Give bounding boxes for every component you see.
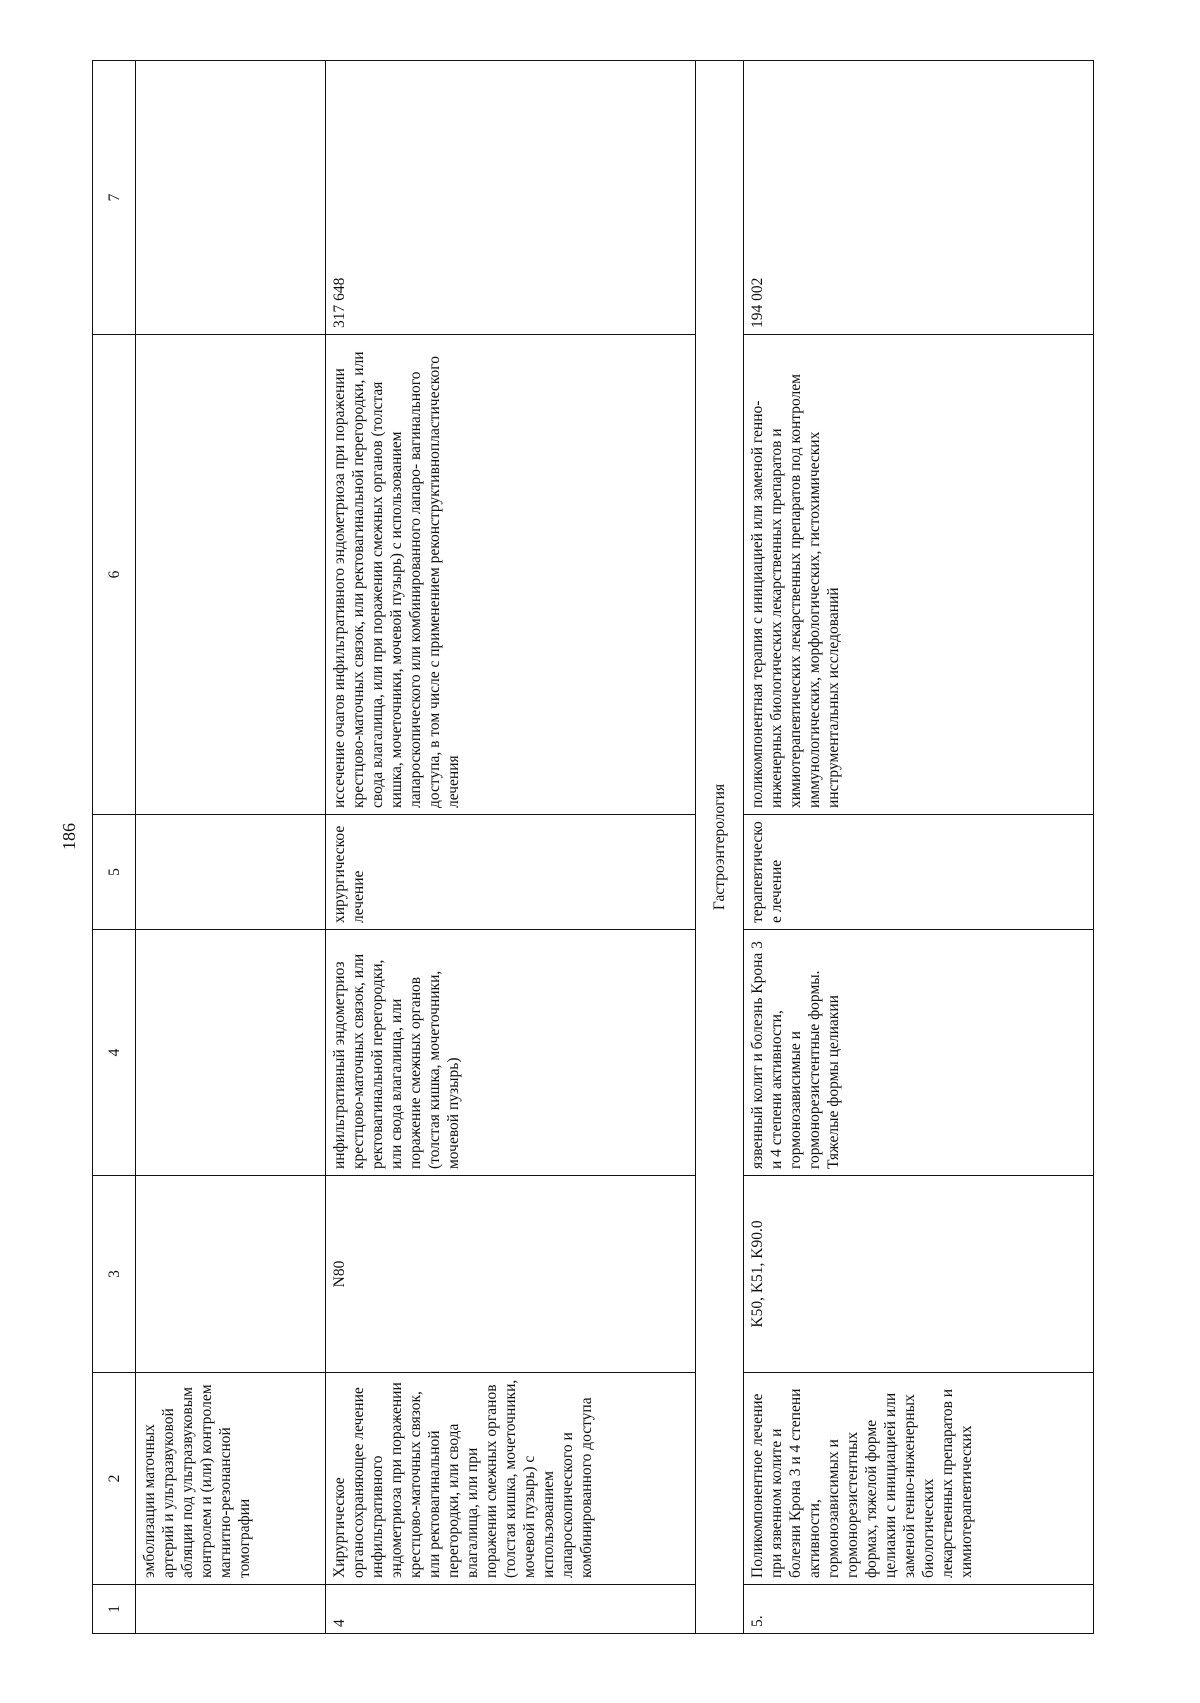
header-cell: 5	[93, 815, 136, 930]
icd-code: N80	[326, 1176, 696, 1373]
icd-code: K50, K51, K90.0	[744, 1176, 1094, 1373]
header-cell: 7	[93, 61, 136, 335]
diagnosis	[136, 930, 326, 1176]
header-cell: 6	[93, 335, 136, 815]
row-number	[136, 1585, 326, 1634]
header-cell: 2	[93, 1373, 136, 1585]
treatment-method: иссечение очагов инфильтративного эндометриоза при поражении крестцово-маточных связок, или ректовагинальной перегородки, или свода влагалища, или при поражении смежных органов (толстая кишка, мочеточники, мочевой пузырь) с использованием лапароскопического или комбинированного лапаро- вагинального доступа, в том числе с применением реконструктивнопластического лечения	[326, 335, 696, 815]
table-rotated-wrapper	[92, 61, 1094, 1634]
treatment-type: хирургическое лечение	[326, 815, 696, 930]
header-row	[93, 61, 136, 1634]
diagnosis: инфильтративный эндометриоз крестцово-маточных связок, или ректовагинальной перегородки, или свода влагалища, или поражение смежных органов (толстая кишка, мочеточники, мочевой пузырь)	[326, 930, 696, 1176]
method-name: эмболизации маточных артерий и ультразвуковой абляции под ультразвуковым контролем и (или) контролем магнитно-резонансной томографии	[136, 1373, 326, 1585]
diagnosis: язвенный колит и болезнь Крона 3 и 4 степени активности, гормонозависимые и гормонорезистентные формы. Тяжелые формы целиакии	[744, 930, 1094, 1176]
section-title: Гастроэнтерология	[696, 61, 744, 1634]
cost: 194 002	[744, 61, 1094, 335]
treatment-type: терапевтическое лечение	[744, 815, 1094, 930]
treatment-table	[92, 60, 1094, 1634]
cost: 317 648	[326, 61, 696, 335]
method-name: Хирургическое органосохраняющее лечение инфильтративного эндометриоза при поражении крестцово-маточных связок, или ректовагинальной перегородки, или свода влагалища, или при поражении смежных органов (толстая кишка, мочеточники, мочевой пузырь) с использованием лапароскопического и комбинированного доступа	[326, 1373, 696, 1585]
method-name: Поликомпонентное лечение при язвенном колите и болезни Крона 3 и 4 степени активности, гормонозависимых и гормонорезистентных формах, тяжелой форме целиакии с инициацией или заменой генно-инженерных биологических лекарственных препаратов и химиотерапевтических	[744, 1373, 1094, 1585]
header-cell: 3	[93, 1176, 136, 1373]
cost	[136, 61, 326, 335]
header-cell: 1	[93, 1585, 136, 1634]
row-number: 4	[326, 1585, 696, 1634]
table-row	[136, 61, 326, 1634]
treatment-type	[136, 815, 326, 930]
page-number: 186	[59, 823, 79, 850]
treatment-method	[136, 335, 326, 815]
table-row	[744, 61, 1094, 1634]
treatment-method: поликомпонентная терапия с инициацией или заменой генно-инженерных биологических лекарственных препаратов и химиотерапевтических лекарственных препаратов под контролем иммунологических, морфологических, гистохимических инструментальных исследований	[744, 335, 1094, 815]
section-row	[696, 61, 744, 1634]
header-cell: 4	[93, 930, 136, 1176]
icd-code	[136, 1176, 326, 1373]
row-number: 5.	[744, 1585, 1094, 1634]
table-row	[326, 61, 696, 1634]
